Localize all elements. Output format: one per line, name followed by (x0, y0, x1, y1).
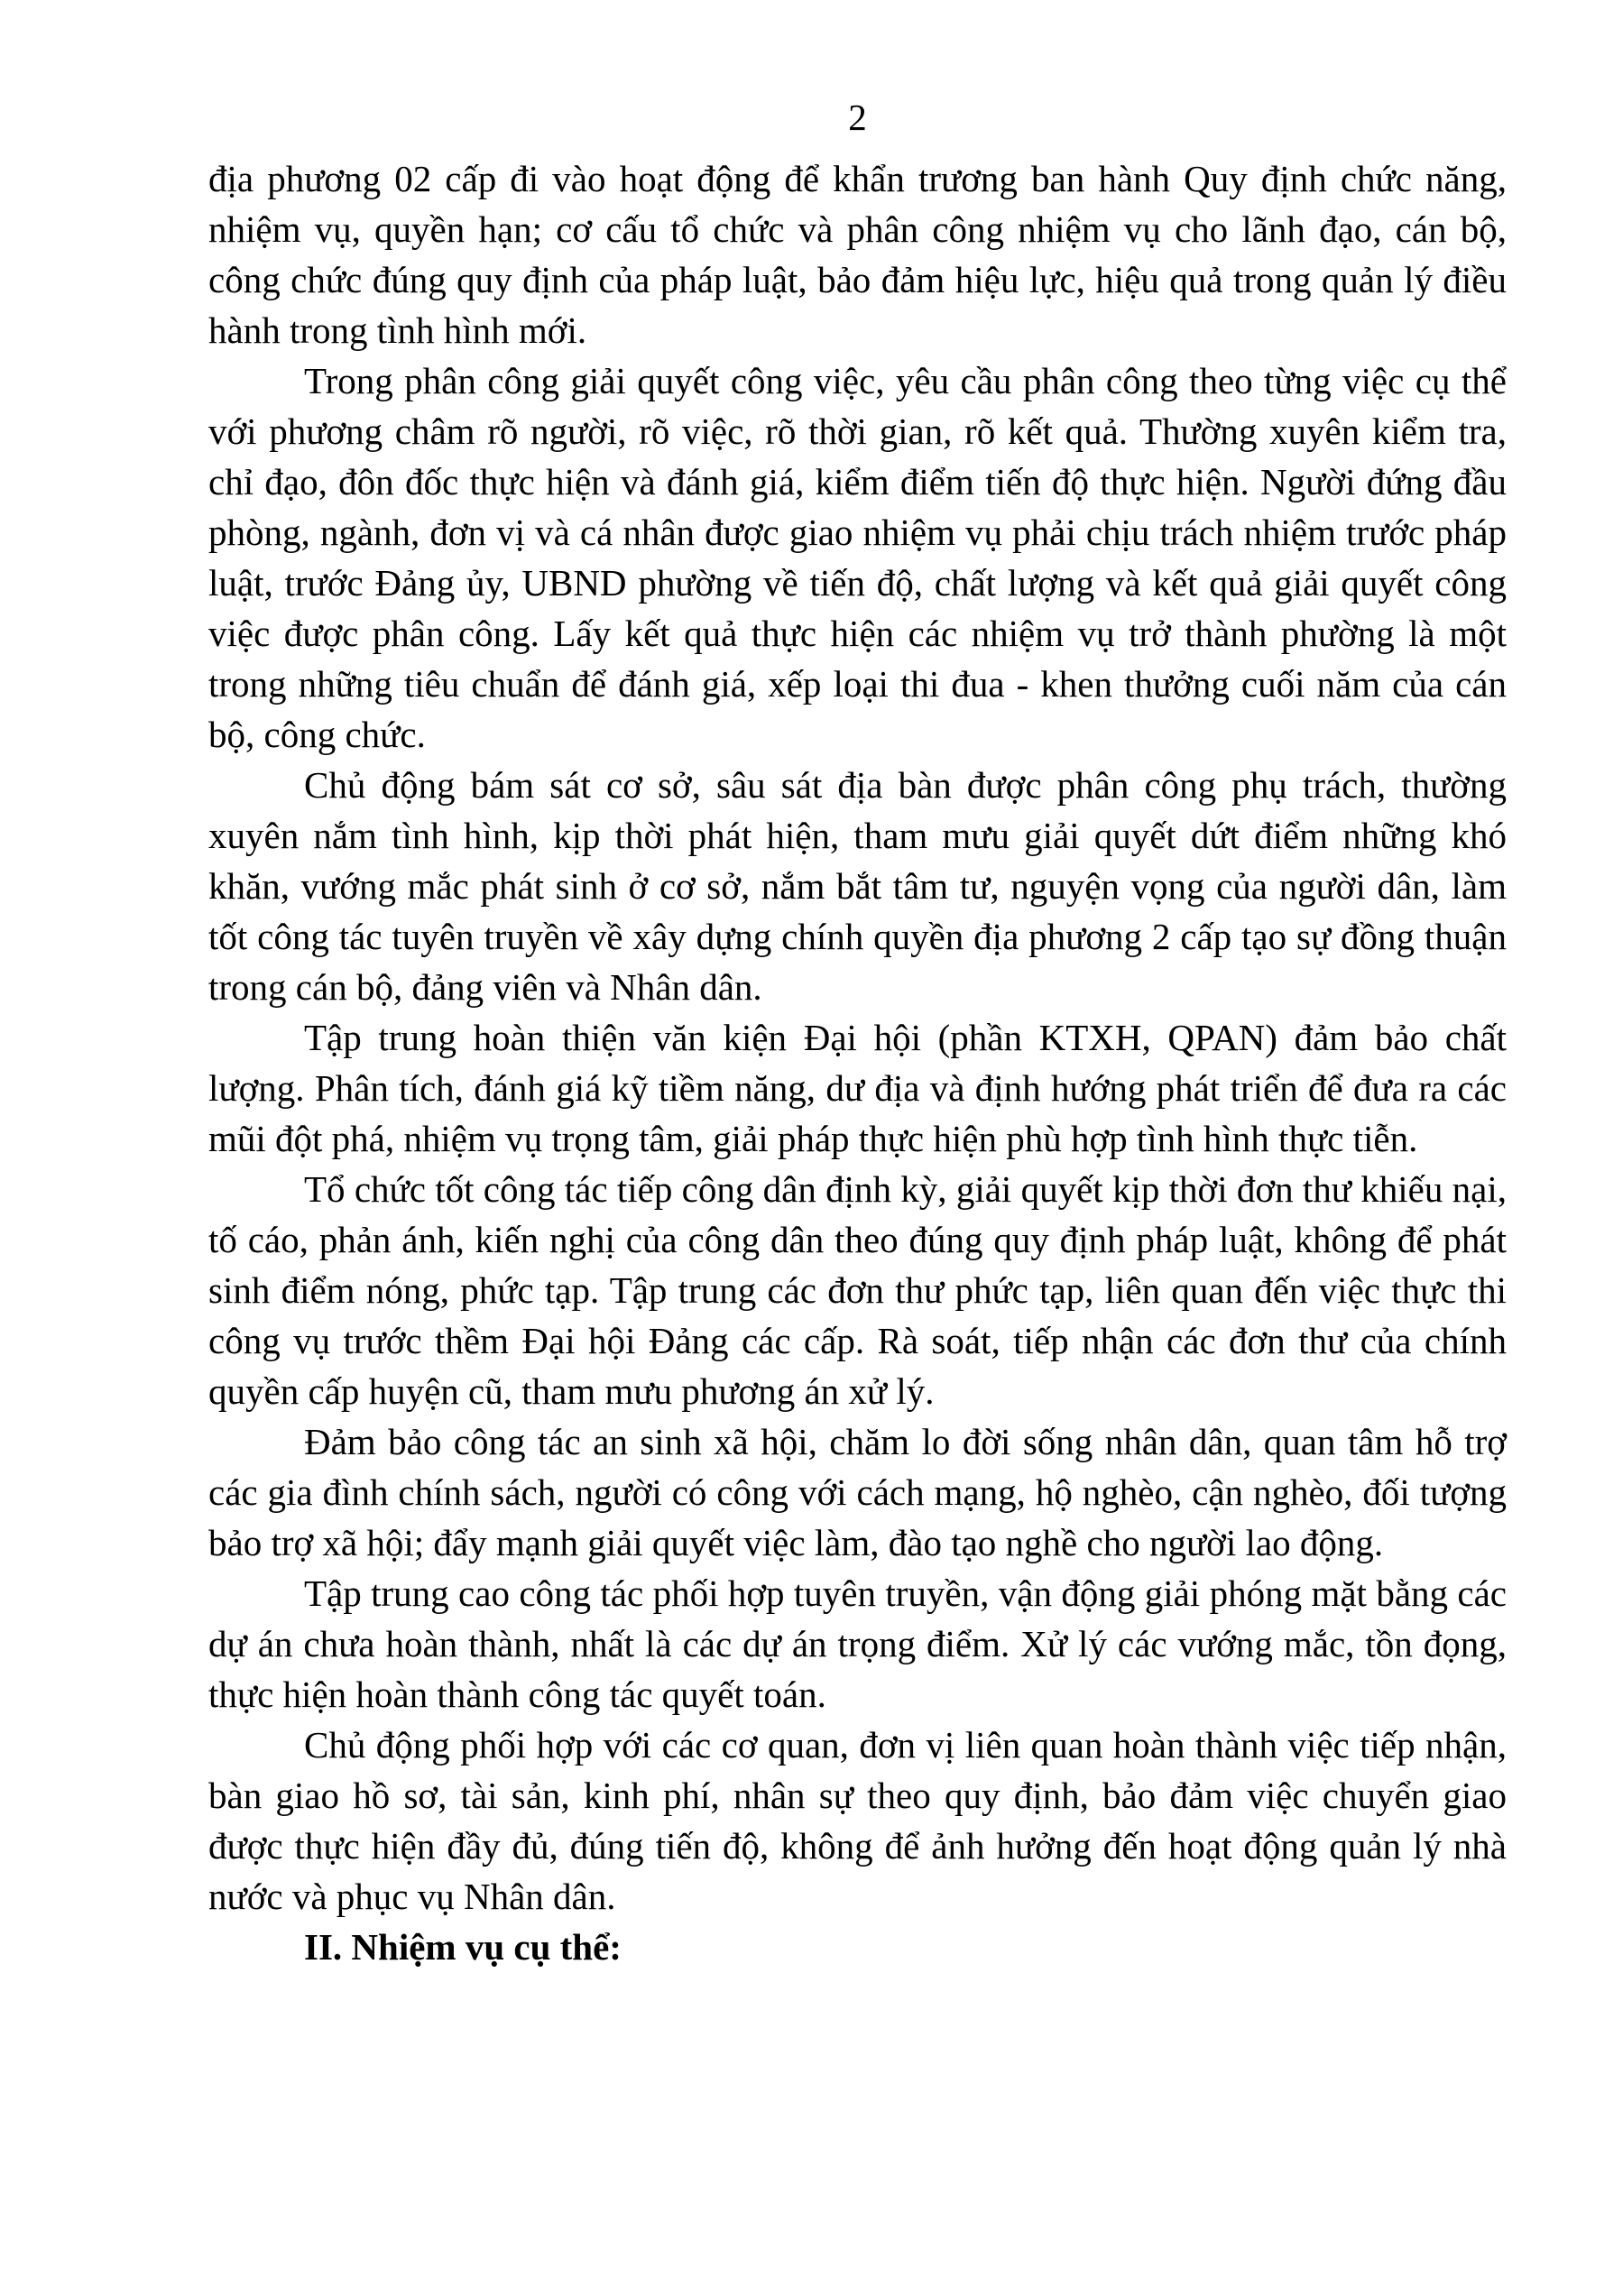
body-paragraph: địa phương 02 cấp đi vào hoạt động để khẩn trương ban hành Quy định chức năng, nhiệm vụ, quyền hạn; cơ cấu tổ chức và phân công nhiệm vụ cho lãnh đạo, cán bộ, công chức đúng quy định của pháp luật, bảo đảm hiệu lực, hiệu quả trong quản lý điều hành trong tình hình mới. (208, 158, 1507, 351)
section-heading: II. Nhiệm vụ cụ thể: (304, 1926, 622, 1968)
body-paragraph: Tập trung cao công tác phối hợp tuyên truyền, vận động giải phóng mặt bằng các dự án chưa hoàn thành, nhất là các dự án trọng điểm. Xử lý các vướng mắc, tồn đọng, thực hiện hoàn thành công tác quyết toán. (208, 1572, 1507, 1715)
body-paragraph: Tập trung hoàn thiện văn kiện Đại hội (phần KTXH, QPAN) đảm bảo chất lượng. Phân tích, đánh giá kỹ tiềm năng, dư địa và định hướng phát triển để đưa ra các mũi đột phá, nhiệm vụ trọng tâm, giải pháp thực hiện phù hợp tình hình thực tiễn. (208, 1017, 1507, 1159)
body-paragraph: Trong phân công giải quyết công việc, yêu cầu phân công theo từng việc cụ thể với phương châm rõ người, rõ việc, rõ thời gian, rõ kết quả. Thường xuyên kiểm tra, chỉ đạo, đôn đốc thực hiện và đánh giá, kiểm điểm tiến độ thực hiện. Người đứng đầu phòng, ngành, đơn vị và cá nhân được giao nhiệm vụ phải chịu trách nhiệm trước pháp luật, trước Đảng ủy, UBND phường về tiến độ, chất lượng và kết quả giải quyết công việc được phân công. Lấy kết quả thực hiện các nhiệm vụ trở thành phường là một trong những tiêu chuẩn để đánh giá, xếp loại thi đua - khen thưởng cuối năm của cán bộ, công chức. (208, 360, 1507, 755)
page-number: 2 (848, 97, 867, 138)
body-paragraph: Đảm bảo công tác an sinh xã hội, chăm lo đời sống nhân dân, quan tâm hỗ trợ các gia đình chính sách, người có công với cách mạng, hộ nghèo, cận nghèo, đối tượng bảo trợ xã hội; đẩy mạnh giải quyết việc làm, đào tạo nghề cho người lao động. (208, 1421, 1507, 1563)
body-paragraph: Tổ chức tốt công tác tiếp công dân định kỳ, giải quyết kịp thời đơn thư khiếu nại, tố cáo, phản ánh, kiến nghị của công dân theo đúng quy định pháp luật, không để phát sinh điểm nóng, phức tạp. Tập trung các đơn thư phức tạp, liên quan đến việc thực thi công vụ trước thềm Đại hội Đảng các cấp. Rà soát, tiếp nhận các đơn thư của chính quyền cấp huyện cũ, tham mưu phương án xử lý. (208, 1168, 1507, 1412)
body-paragraph: Chủ động phối hợp với các cơ quan, đơn vị liên quan hoàn thành việc tiếp nhận, bàn giao hồ sơ, tài sản, kinh phí, nhân sự theo quy định, bảo đảm việc chuyển giao được thực hiện đầy đủ, đúng tiến độ, không để ảnh hưởng đến hoạt động quản lý nhà nước và phục vụ Nhân dân. (208, 1724, 1507, 1917)
body-paragraph: Chủ động bám sát cơ sở, sâu sát địa bàn được phân công phụ trách, thường xuyên nắm tình hình, kịp thời phát hiện, tham mưu giải quyết dứt điểm những khó khăn, vướng mắc phát sinh ở cơ sở, nắm bắt tâm tư, nguyện vọng của người dân, làm tốt công tác tuyên truyền về xây dựng chính quyền địa phương 2 cấp tạo sự đồng thuận trong cán bộ, đảng viên và Nhân dân. (208, 764, 1507, 1008)
document-body (208, 153, 1507, 1972)
